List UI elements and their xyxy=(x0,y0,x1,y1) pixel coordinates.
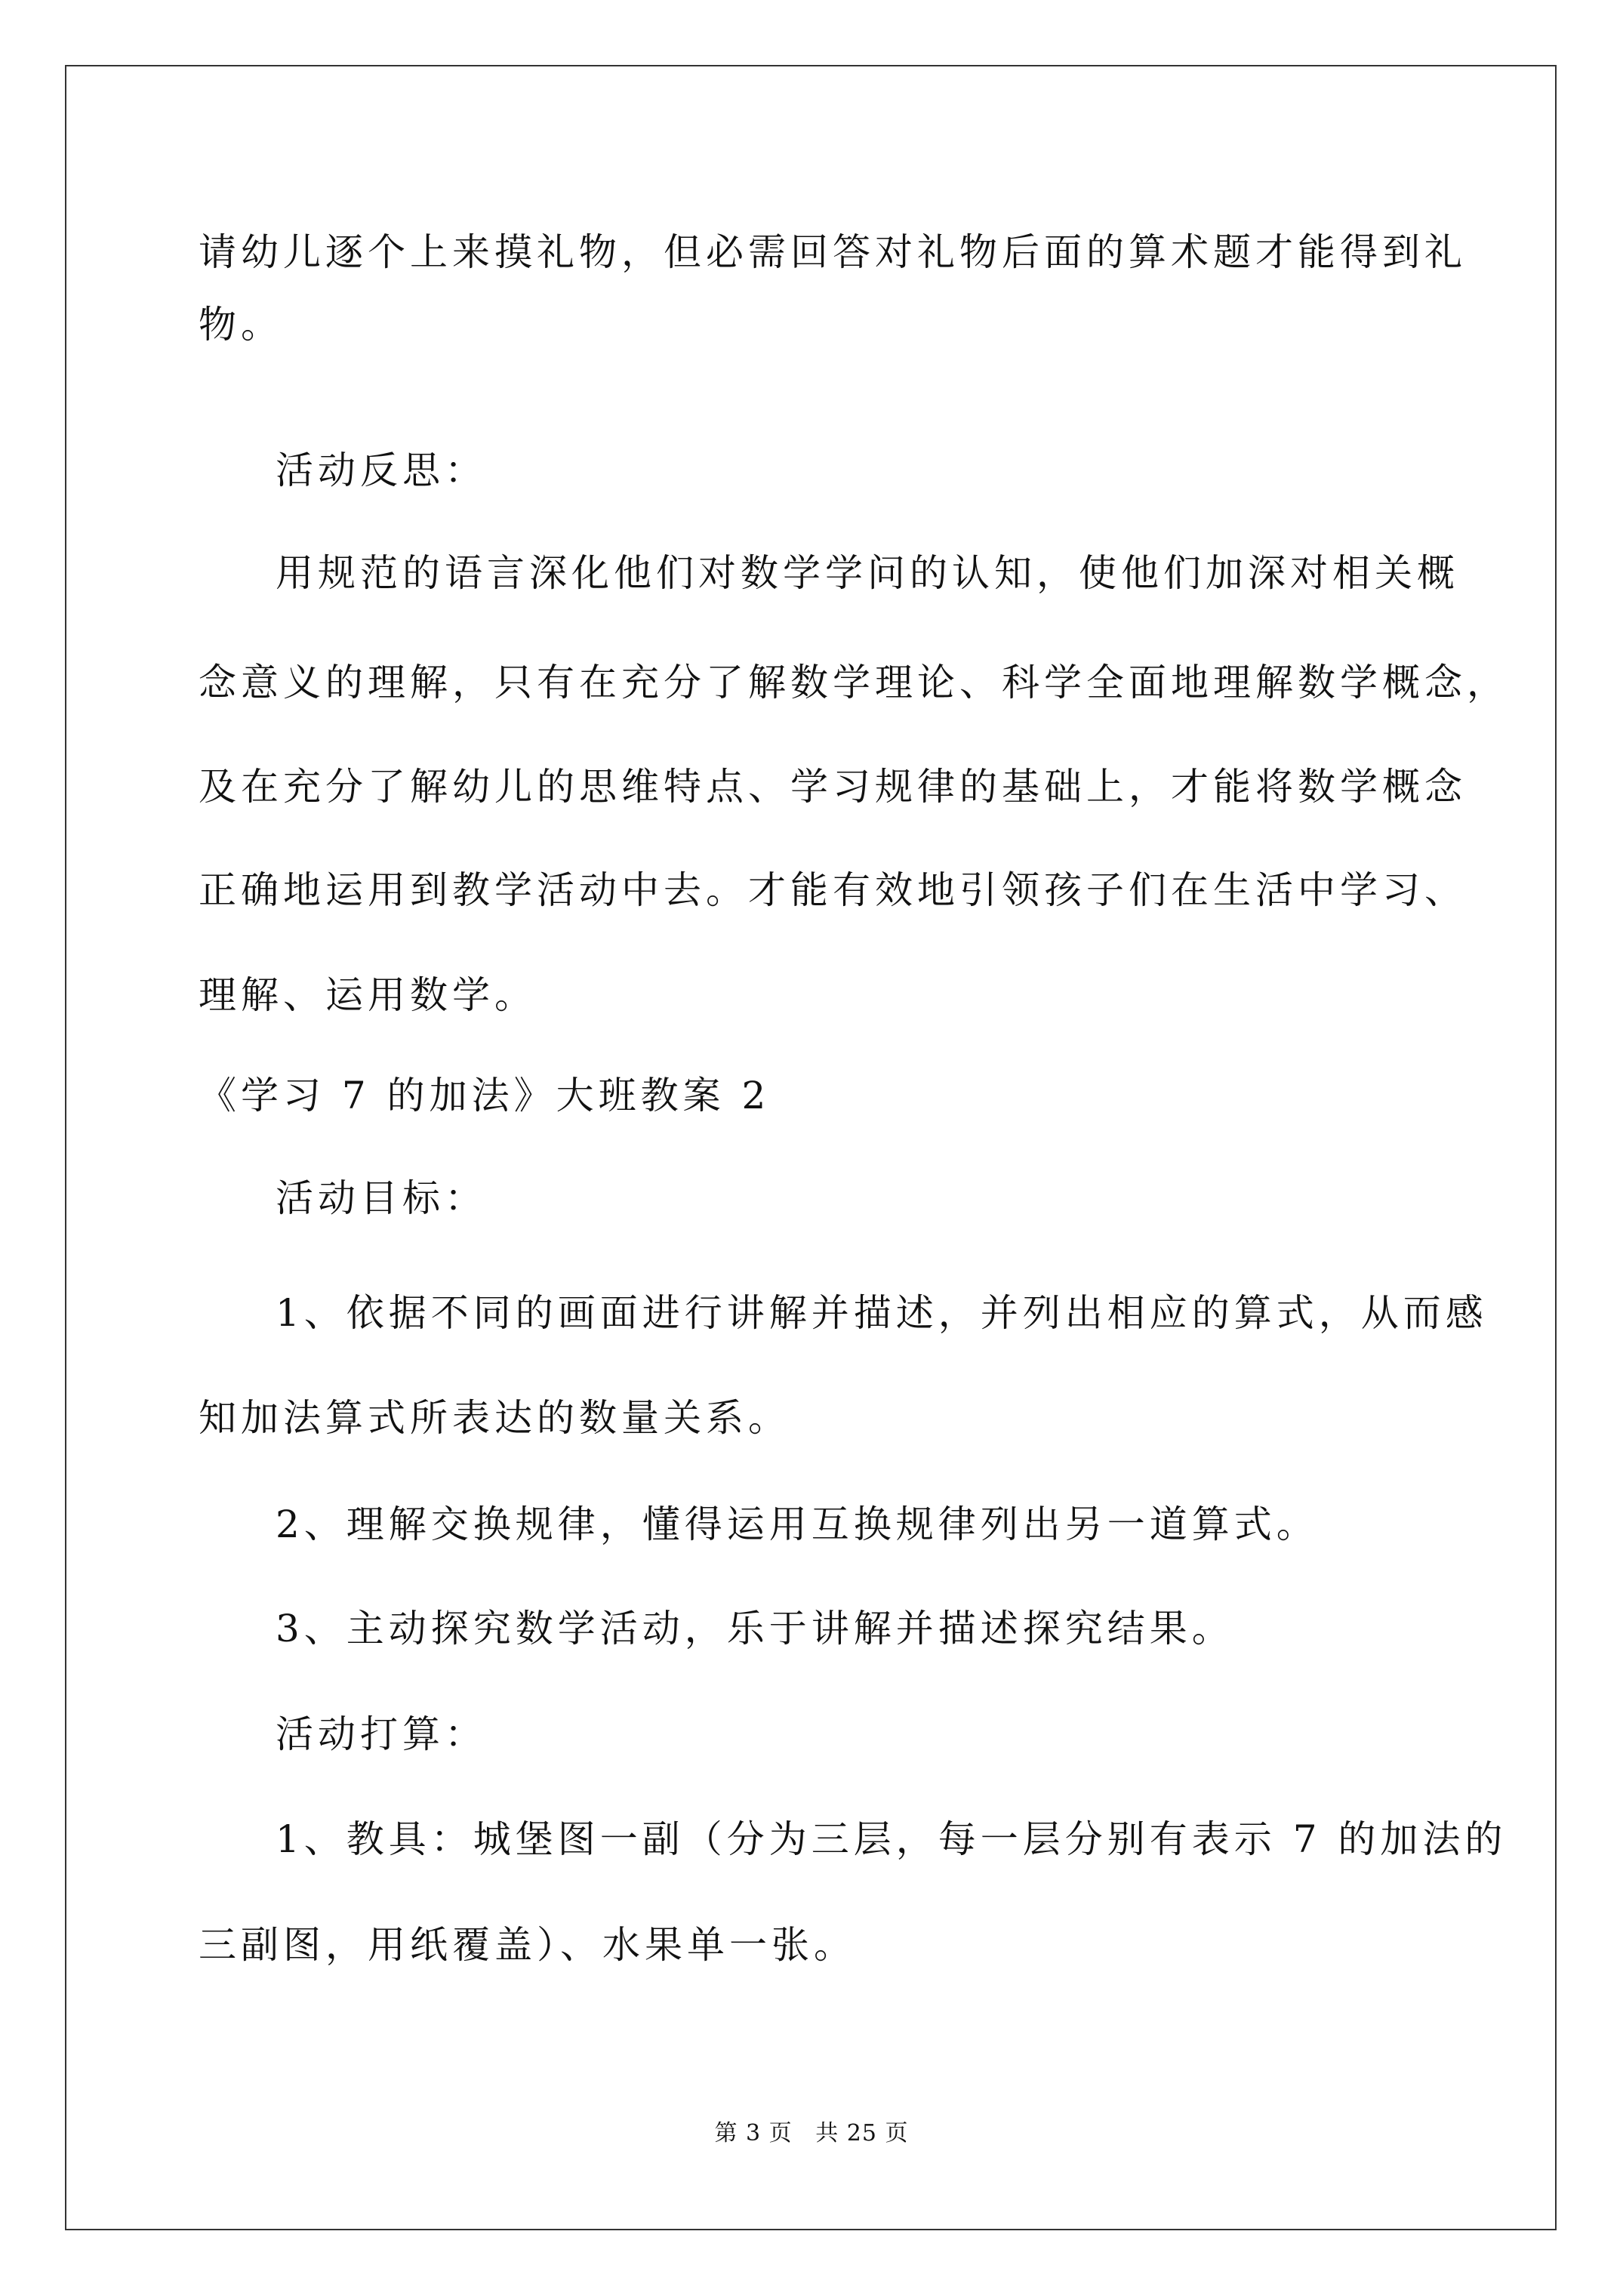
page-total: 共 25 页 xyxy=(815,2120,909,2147)
page-current: 第 3 页 xyxy=(714,2120,793,2147)
section-heading: 《学习 7 的加法》大班教案 2 xyxy=(199,1074,771,1117)
page-footer xyxy=(0,2119,1623,2149)
body-line: 及在充分了解幼儿的思维特点、学习规律的基础上，才能将数学概念 xyxy=(199,765,1467,809)
body-line: 三副图，用纸覆盖）、水果单一张。 xyxy=(199,1923,856,1967)
page-frame xyxy=(65,65,1557,2230)
body-line: 物。 xyxy=(199,303,283,347)
section-label: 活动反思： xyxy=(276,448,487,492)
body-line: 1、依据不同的画面进行讲解并描述，并列出相应的算式，从而感 xyxy=(276,1291,1488,1335)
body-line: 3、主动探究数学活动，乐于讲解并描述探究结果。 xyxy=(276,1607,1234,1650)
body-line: 理解、运用数学。 xyxy=(199,973,537,1017)
body-line: 知加法算式所表达的数量关系。 xyxy=(199,1396,790,1440)
body-line: 2、理解交换规律，懂得运用互换规律列出另一道算式。 xyxy=(276,1502,1319,1546)
body-line: 请幼儿逐个上来摸礼物，但必需回答对礼物后面的算术题才能得到礼 xyxy=(199,230,1467,274)
body-line: 用规范的语言深化他们对数学学问的认知，使他们加深对相关概 xyxy=(276,551,1459,595)
body-line: 1、教具：城堡图一副（分为三层，每一层分别有表示 7 的加法的 xyxy=(276,1817,1508,1861)
section-label: 活动打算： xyxy=(276,1712,487,1756)
section-label: 活动目标： xyxy=(276,1176,487,1220)
body-line: 正确地运用到教学活动中去。才能有效地引领孩子们在生活中学习、 xyxy=(199,868,1467,912)
body-line: 念意义的理解，只有在充分了解数学理论、科学全面地理解数学概念， xyxy=(199,661,1509,704)
